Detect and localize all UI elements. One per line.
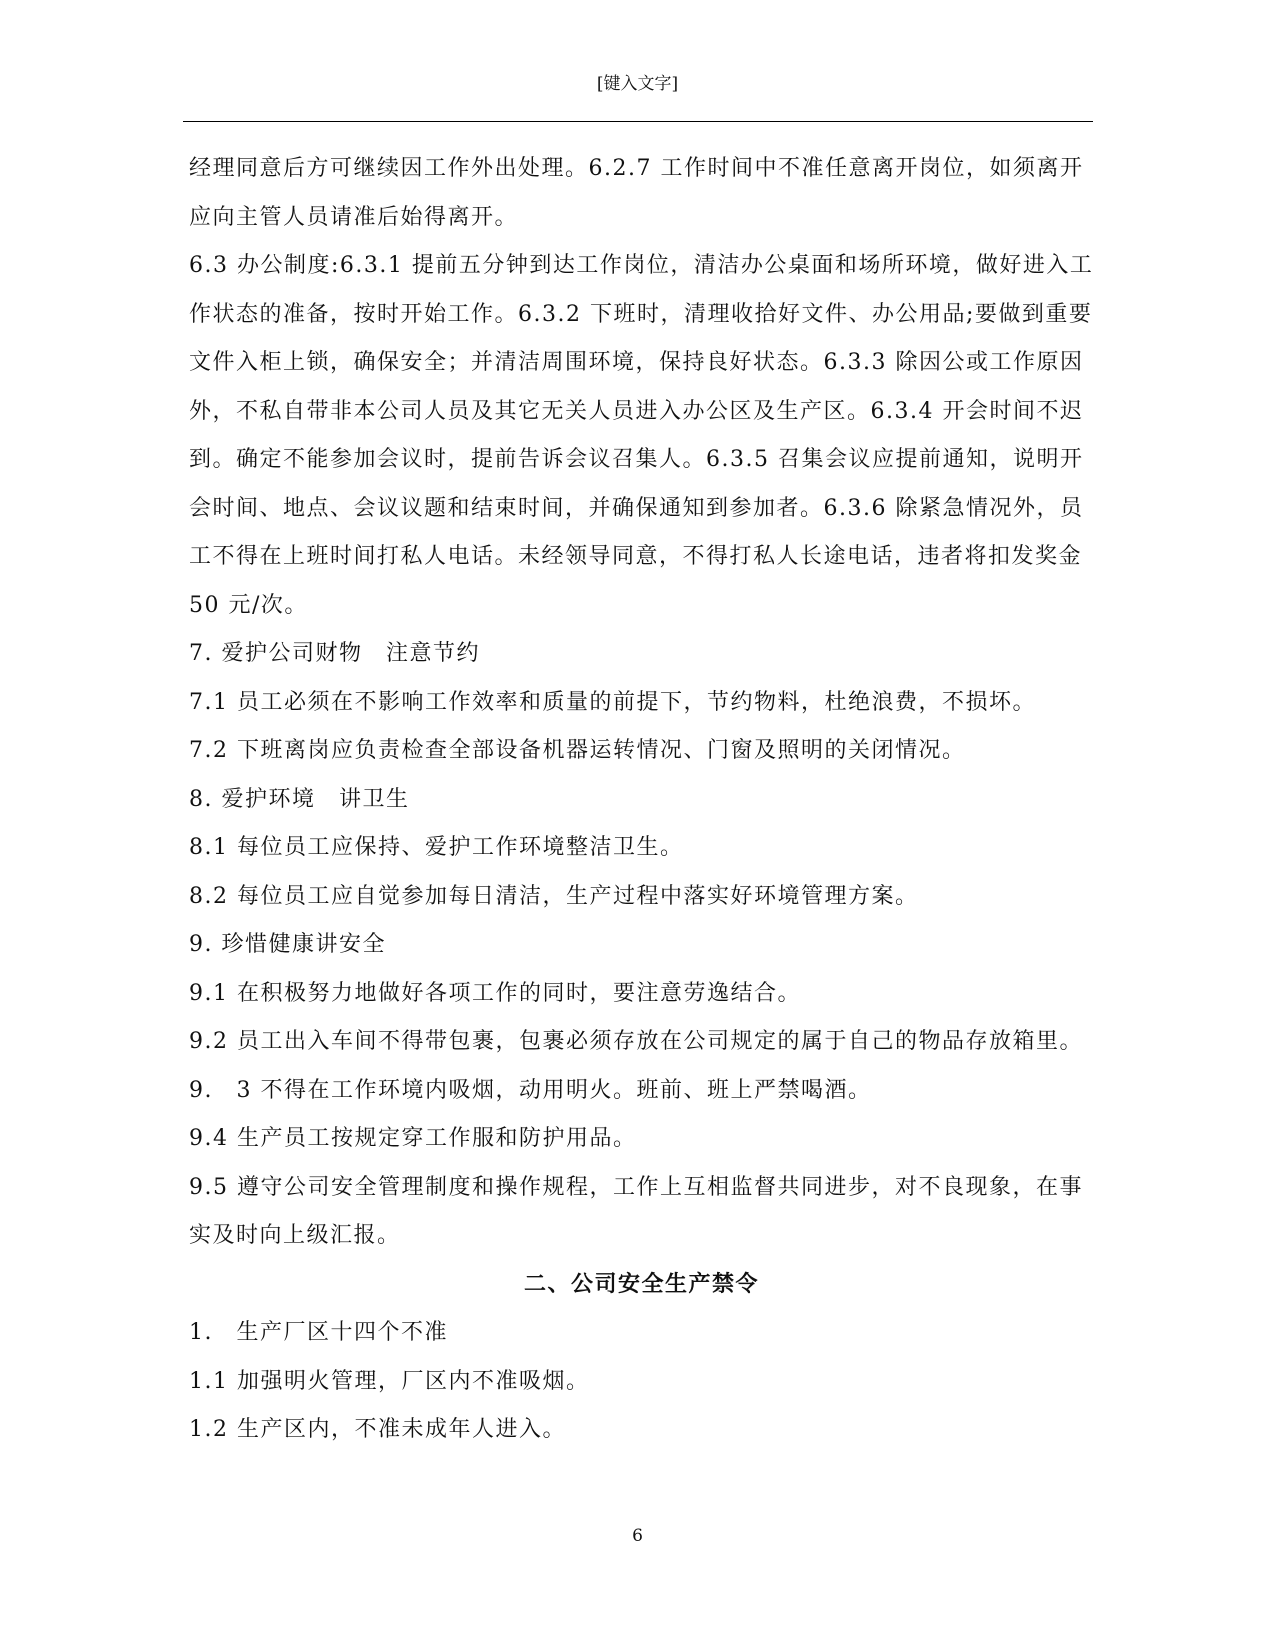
paragraph-9-4: 9.4 生产员工按规定穿工作服和防护用品。 [189, 1126, 637, 1151]
paragraph-8-2: 8.2 每位员工应自觉参加每日清洁，生产过程中落实好环境管理方案。 [189, 883, 919, 909]
heading-8: 8. 爱护环境 讲卫生 [189, 786, 410, 812]
section-title: 二、公司安全生产禁令 [523, 1271, 759, 1297]
heading-9: 9. 珍惜健康讲安全 [189, 932, 386, 957]
section-item-1-1: 1.1 加强明火管理，厂区内不准吸烟。 [189, 1368, 590, 1394]
paragraph-7-2: 7.2 下班离岗应负责检查全部设备机器运转情况、门窗及照明的关闭情况。 [189, 738, 966, 763]
page-number: 6 [632, 1526, 643, 1546]
page-header: [键入文字] [596, 74, 679, 94]
paragraph-9-2: 9.2 员工出入车间不得带包裹，包裹必须存放在公司规定的属于自己的物品存放箱里。 [189, 1029, 1083, 1054]
heading-7: 7. 爱护公司财物 注意节约 [189, 641, 480, 666]
section-item-1-2: 1.2 生产区内，不准未成年人进入。 [189, 1417, 566, 1442]
section-item-1: 1. 生产厂区十四个不准 [189, 1320, 448, 1345]
paragraph-7-1: 7.1 员工必须在不影响工作效率和质量的前提下，节约物料，杜绝浪费，不损坏。 [189, 689, 1036, 715]
paragraph-9-1: 9.1 在积极努力地做好各项工作的同时，要注意劳逸结合。 [189, 980, 801, 1006]
header-divider [183, 121, 1093, 122]
document-body [189, 145, 1094, 1455]
paragraph-6-2-7: 经理同意后方可继续因工作外出处理。6.2.7 工作时间中不准任意离开岗位，如须离开应向主管人员请准后始得离开。 [189, 156, 1084, 230]
paragraph-9-3: 9. 3 不得在工作环境内吸烟，动用明火。班前、班上严禁喝酒。 [189, 1077, 872, 1103]
paragraph-9-5: 9.5 遵守公司安全管理制度和操作规程，工作上互相监督共同进步，对不良现象，在事实及时向上级汇报。 [189, 1174, 1083, 1248]
paragraph-8-1: 8.1 每位员工应保持、爱护工作环境整洁卫生。 [189, 835, 684, 860]
paragraph-6-3-office-rules: 6.3 办公制度:6.3.1 提前五分钟到达工作岗位，清洁办公桌面和场所环境，做好进入工作状态的准备，按时开始工作。6.3.2 下班时，清理收拾好文件、办公用品;要做到重要文件入柜上锁，确保安全；并清洁周围环境，保持良好状态。6.3.3 除因公或工作原因外，不私自带非本公司人员及其它无关人员进入办公区及生产区。6.3.4 开会时间不迟到。确定不能参加会议时，提前告诉会议召集人。6.3.5 召集会议应提前通知，说明开会时间、地点、会议议题和结束时间，并确保通知到参加者。6.3.6 除紧急情况外，员工不得在上班时间打私人电话。未经领导同意，不得打私人长途电话，违者将扣发奖金 50 元/次。 [189, 253, 1094, 618]
